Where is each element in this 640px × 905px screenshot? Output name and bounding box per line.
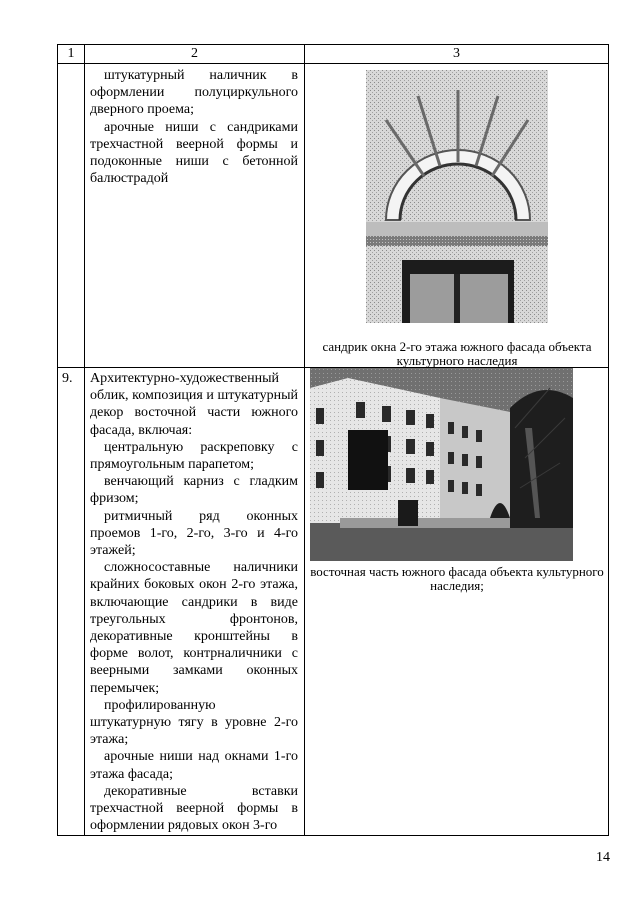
row9-description: [90, 370, 298, 834]
header-col2: 2: [191, 46, 198, 61]
row9-paragraph: центральную раскреповку с прямоугольным парапетом;: [90, 439, 298, 473]
header-bottom-border: [57, 63, 609, 64]
row9-paragraph: декоративные вставки трехчастной веерной формы в оформлении рядовых окон 3-го: [90, 783, 298, 834]
row9-paragraph: арочные ниши над окнами 1-го этажа фасада;: [90, 749, 298, 782]
row8-paragraph: штукатурный наличник в оформлении полуциркульного дверного проема;: [90, 68, 298, 118]
table-bottom-border: [57, 835, 609, 836]
south-facade-photo: [310, 368, 573, 561]
row8-description: [90, 67, 298, 187]
row9-photo-caption: восточная часть южного фасада объекта культурного наследия;: [310, 564, 604, 593]
header-col3: 3: [453, 46, 460, 61]
row9-paragraph: Архитектурно-художественный облик, композиция и штукатурный декор восточной части южного фасада, включая:: [90, 371, 298, 438]
col1-divider: [84, 44, 85, 836]
row9-paragraph: профилированную штукатурную тягу в уровне 2-го этажа;: [90, 697, 298, 748]
page-number: 14: [596, 850, 610, 865]
header-col1: 1: [67, 46, 75, 61]
table-left-border: [57, 44, 58, 836]
row8-paragraph: арочные ниши с сандриками трехчастной веерной формы и подоконные ниши с бетонной балюстрадой: [90, 119, 298, 187]
row9-paragraph: сложносоставные наличники крайних боковых окон 2-го этажа, включающие сандрики в виде треугольных фронтонов, декоративные кронштейны в форме волот, контрналичники с веерными замками оконных перемычек;: [90, 560, 298, 696]
row8-photo-caption: сандрик окна 2-го этажа южного фасада объекта культурного наследия: [322, 339, 592, 368]
row9-paragraph: ритмичный ряд оконных проемов 1-го, 2-го, 3-го и 4-го этажей;: [90, 508, 298, 559]
row9-paragraph: венчающий карниз с гладким фризом;: [90, 474, 298, 507]
col2-divider: [304, 44, 305, 836]
row9-number: 9.: [62, 371, 73, 386]
table-right-border: [608, 44, 609, 836]
window-pediment-photo: [366, 70, 548, 323]
